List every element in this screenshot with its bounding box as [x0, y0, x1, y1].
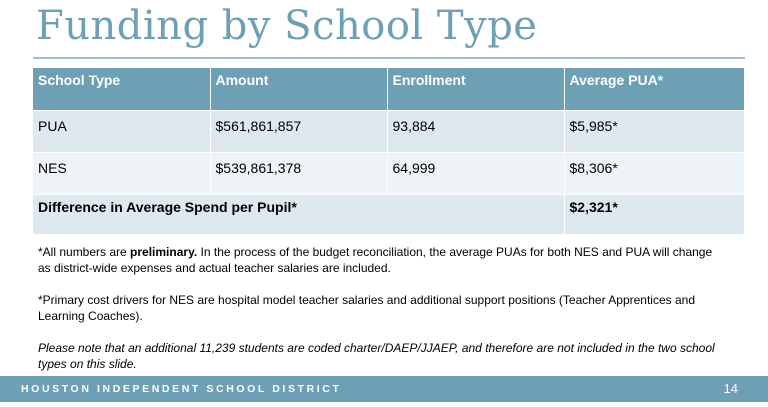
header-amount: Amount: [210, 68, 387, 110]
cell-school-type: PUA: [33, 110, 210, 152]
note-preliminary: [38, 244, 728, 276]
slide-title: Funding by School Type: [36, 3, 538, 49]
cell-average-pua: $8,306*: [564, 152, 744, 194]
footer-organization: HOUSTON INDEPENDENT SCHOOL DISTRICT: [21, 383, 342, 395]
difference-value: $2,321*: [564, 194, 744, 234]
note-preliminary-prefix: *All numbers are: [38, 245, 131, 259]
note-cost-drivers: *Primary cost drivers for NES are hospital model teacher salaries and additional support positions (Teacher Apprentices and Learning Coaches).: [38, 293, 695, 323]
header-average-pua: Average PUA*: [564, 68, 744, 110]
difference-row: [33, 194, 744, 234]
page-number: 14: [723, 381, 738, 396]
table-row: [33, 110, 744, 152]
title-divider: [33, 57, 745, 59]
cell-amount: $539,861,378: [210, 152, 387, 194]
table-row: [33, 152, 744, 194]
header-enrollment: Enrollment: [387, 68, 564, 110]
footnotes: [38, 244, 728, 372]
cell-average-pua: $5,985*: [564, 110, 744, 152]
difference-label: Difference in Average Spend per Pupil*: [33, 194, 564, 234]
cell-amount: $561,861,857: [210, 110, 387, 152]
table-header-row: [33, 68, 744, 110]
cell-school-type: NES: [33, 152, 210, 194]
note-preliminary-rest: In the process of the budget reconciliation, the average PUAs for both NES and PUA will change as district-wide expenses and actual teacher salaries are included.: [38, 245, 713, 275]
cell-enrollment: 93,884: [387, 110, 564, 152]
funding-table: [33, 68, 744, 234]
footer-bar: [0, 376, 768, 402]
note-preliminary-bold: preliminary.: [130, 245, 198, 259]
header-school-type: School Type: [33, 68, 210, 110]
note-charter-students: Please note that an additional 11,239 students are coded charter/DAEP/JJAEP, and therefore are not included in the two school types on this slide.: [38, 341, 715, 371]
cell-enrollment: 64,999: [387, 152, 564, 194]
